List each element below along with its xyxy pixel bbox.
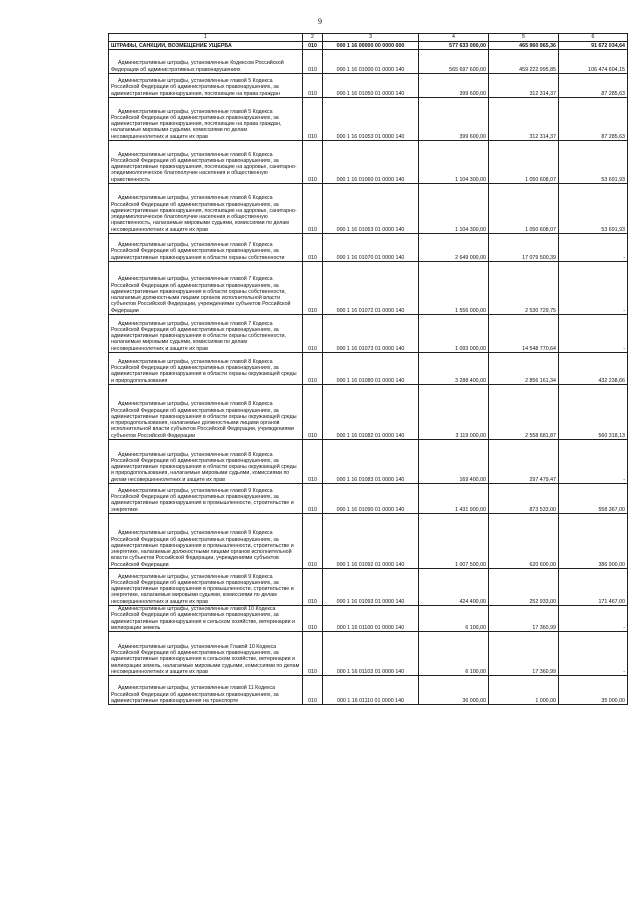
row-line-code-cell: 010 bbox=[308, 42, 317, 49]
header-cell: 4 bbox=[419, 34, 489, 42]
table-row bbox=[109, 484, 628, 514]
row-executed-cell: 1 000,00 bbox=[535, 697, 556, 704]
row-line-code-cell: 010 bbox=[308, 432, 317, 439]
row-executed-cell: 17 079 500,39 bbox=[522, 254, 556, 261]
row-approved-cell: 1 104 300,00 bbox=[455, 226, 486, 233]
row-approved-cell: 6 100,00 bbox=[465, 624, 486, 631]
row-unexecuted-cell: 106 474 604,15 bbox=[588, 66, 625, 73]
row-line-code-cell: 010 bbox=[308, 307, 317, 314]
row-executed-cell: 459 222 995,85 bbox=[519, 66, 556, 73]
table-row bbox=[109, 42, 628, 50]
row-line-code-cell: 010 bbox=[308, 377, 317, 384]
table-row bbox=[109, 141, 628, 184]
row-line-code-cell: 010 bbox=[308, 90, 317, 97]
row-executed-cell: 1 050 608,07 bbox=[525, 226, 556, 233]
row-executed-cell: 1 050 608,07 bbox=[525, 176, 556, 183]
row-unexecuted-cell: 91 672 034,64 bbox=[591, 42, 625, 49]
page-number: 9 bbox=[318, 17, 322, 26]
row-unexecuted-cell: 35 000,00 bbox=[601, 697, 625, 704]
row-executed-cell: 465 960 965,36 bbox=[519, 42, 556, 49]
row-executed-cell: 17 360,99 bbox=[532, 668, 556, 675]
header-cell: 2 bbox=[303, 34, 323, 42]
table-row bbox=[109, 676, 628, 705]
row-approved-cell: 1 104 300,00 bbox=[455, 176, 486, 183]
row-approved-cell: 1 431 900,00 bbox=[455, 506, 486, 513]
row-budget-code-cell: 000 1 16 01063 01 0000 140 bbox=[336, 226, 405, 233]
row-budget-code-cell: 000 1 16 01053 01 0000 140 bbox=[336, 133, 405, 140]
header-cell: 3 bbox=[323, 34, 419, 42]
row-executed-cell: 2 530 729,75 bbox=[525, 307, 556, 314]
table-row bbox=[109, 353, 628, 385]
row-executed-cell: 252 933,00 bbox=[529, 598, 556, 605]
row-executed-cell: 620 600,00 bbox=[529, 561, 556, 568]
row-budget-code-cell: 000 1 16 01073 01 0000 140 bbox=[336, 345, 405, 352]
row-budget-code-cell: 000 1 16 01110 01 0000 140 bbox=[337, 697, 404, 704]
table-row bbox=[109, 50, 628, 74]
row-executed-cell: 14 548 770,64 bbox=[522, 345, 556, 352]
row-budget-code-cell: 000 1 16 01100 01 0000 140 bbox=[336, 624, 405, 631]
row-name-cell: Административные штрафы, установленные Главой 10 Кодекса Российской Федерации об административных правонарушениях, за административные правонарушения в сельском хозяйстве, ветеринарии и мелиорации земель, налагаемые мировыми судьями, комиссиями по делам несовершеннолетних и защите их прав bbox=[111, 643, 300, 675]
row-line-code-cell: 010 bbox=[308, 624, 317, 631]
row-line-code-cell: 010 bbox=[308, 133, 317, 140]
header-cell: 1 bbox=[109, 34, 303, 42]
row-name-cell: Административные штрафы, установленные Кодексом Российской Федерации об административных правонарушениях bbox=[111, 60, 284, 73]
row-unexecuted-cell: 53 691,93 bbox=[601, 226, 625, 233]
row-name-cell: Административные штрафы, установленные главой 6 Кодекса Российской Федерации об административных правонарушениях, за административные правонарушения, посягающие на здоровье, санитарно-эпидемиологическое благополучие населения и общественную нравственность, налагаемые мировыми судьями, комиссиями по делам несовершеннолетних и защите их прав bbox=[111, 195, 297, 233]
table-row bbox=[109, 98, 628, 141]
row-line-code-cell: 010 bbox=[308, 254, 317, 261]
row-name-cell: Административные штрафы, установленные главой 7 Кодекса Российской Федерации об административных правонарушениях, за административные правонарушения в области охраны собственности bbox=[111, 242, 285, 261]
row-approved-cell: 36 000,00 bbox=[462, 697, 486, 704]
row-approved-cell: 565 697 600,00 bbox=[449, 66, 486, 73]
table-row bbox=[109, 315, 628, 353]
row-name-cell: Административные штрафы, установленные главой 7 Кодекса Российской Федерации об административных правонарушениях, за административные правонарушения в области охраны собственности, налагаемые должностными лицами органов исполнительной власти субъектов Российской Федерации, учреждениями субъектов Российской Федерации bbox=[111, 276, 291, 314]
row-budget-code-cell: 000 1 16 01090 01 0000 140 bbox=[336, 506, 405, 513]
row-approved-cell: 399 600,00 bbox=[459, 90, 486, 97]
row-unexecuted-cell: - bbox=[623, 624, 625, 631]
row-budget-code-cell: 000 1 16 01072 01 0000 140 bbox=[336, 307, 405, 314]
row-unexecuted-cell: 386 900,00 bbox=[598, 561, 625, 568]
row-approved-cell: 1 093 000,00 bbox=[455, 345, 486, 352]
table-row bbox=[109, 606, 628, 632]
row-approved-cell: 6 100,00 bbox=[465, 668, 486, 675]
row-name-cell: Административные штрафы, установленные главой 9 Кодекса Российской Федерации об административных правонарушениях, за административные правонарушения в промышленности, строительстве и энергетике, налагаемые мировыми судьями, комиссиями по делам несовершеннолетних и защите их прав bbox=[111, 573, 294, 605]
table-row bbox=[109, 440, 628, 484]
row-unexecuted-cell: 171 467,00 bbox=[598, 598, 625, 605]
row-name-cell: Административные штрафы, установленные главой 7 Кодекса Российской Федерации об административных правонарушениях, за административные правонарушения в области охраны собственности, налагаемые мировыми судьями, комиссиями по делам несовершеннолетних и защите их прав bbox=[111, 320, 286, 352]
row-budget-code-cell: 000 1 16 01083 01 0000 140 bbox=[336, 476, 405, 483]
row-unexecuted-cell: - bbox=[623, 668, 625, 675]
row-line-code-cell: 010 bbox=[308, 506, 317, 513]
row-approved-cell: 1 556 000,00 bbox=[455, 307, 486, 314]
row-name-cell: Административные штрафы, установленные главой 8 Кодекса Российской Федерации об административных правонарушениях, за административные правонарушения в области охраны окружающей среды и природопользования, налагаемые мировыми судьями, комиссиями по делам несовершеннолетних и защите их прав bbox=[111, 451, 297, 483]
row-executed-cell: 312 314,37 bbox=[529, 133, 556, 140]
table-row bbox=[109, 184, 628, 234]
row-approved-cell: 3 288 400,00 bbox=[455, 377, 486, 384]
row-name-cell: Административные штрафы, установленные главой 6 Кодекса Российской Федерации об административных правонарушениях, за административные правонарушения, посягающие на здоровье, санитарно-эпидемиологическое благополучие населения и общественную нравственность bbox=[111, 151, 297, 183]
row-unexecuted-cell: - bbox=[623, 345, 625, 352]
row-name-cell: Административные штрафы, установленные главой 8 Кодекса Российской Федерации об административных правонарушениях, за административные правонарушения в области охраны окружающей среды и природопользования, налагаемые должностными лицами органов исполнительной власти субъектов Российской Федерации, учреждениями субъектов Российской Федерации bbox=[111, 401, 297, 439]
table-row bbox=[109, 385, 628, 440]
row-line-code-cell: 010 bbox=[308, 66, 317, 73]
table-row bbox=[109, 262, 628, 315]
row-approved-cell: 577 633 000,00 bbox=[449, 42, 486, 49]
row-unexecuted-cell: 560 318,13 bbox=[598, 432, 625, 439]
row-executed-cell: 2 558 681,87 bbox=[525, 432, 556, 439]
header-cell: 6 bbox=[559, 34, 628, 42]
row-executed-cell: 17 360,99 bbox=[532, 624, 556, 631]
row-line-code-cell: 010 bbox=[308, 598, 317, 605]
row-line-code-cell: 010 bbox=[308, 176, 317, 183]
row-unexecuted-cell: 87 285,63 bbox=[601, 90, 625, 97]
row-name-cell: Административные штрафы, установленные главой 5 Кодекса Российской Федерации об административных правонарушениях, за административные правонарушения, посягающие на права граждан, налагаемые мировыми судьями, комиссиями по делам несовершеннолетних и защите их прав bbox=[111, 108, 282, 140]
row-unexecuted-cell: - bbox=[623, 307, 625, 314]
row-budget-code-cell: 000 1 16 01092 01 0000 140 bbox=[336, 561, 405, 568]
table-row bbox=[109, 632, 628, 676]
row-approved-cell: 1 007 500,00 bbox=[455, 561, 486, 568]
row-name-cell: Административные штрафы, установленные главой 9 Кодекса Российской Федерации об административных правонарушениях, за административные правонарушения в промышленности, строительстве и энергетике, налагаемые должностными лицами органов исполнительной власти субъектов Российской Федерации, учреждениями субъектов Российской Федерации bbox=[111, 530, 294, 568]
row-line-code-cell: 010 bbox=[308, 668, 317, 675]
row-budget-code-cell: 000 1 16 01103 01 0000 140 bbox=[336, 668, 405, 675]
row-name-cell: Административные штрафы, установленные главой 9 Кодекса Российской Федерации об административных правонарушениях, за административные правонарушения в промышленности, строительстве и энергетике bbox=[111, 487, 294, 513]
table-header-row bbox=[109, 34, 628, 42]
row-line-code-cell: 010 bbox=[308, 697, 317, 704]
row-executed-cell: 297 479,47 bbox=[529, 476, 556, 483]
row-executed-cell: 2 856 161,34 bbox=[525, 377, 556, 384]
row-approved-cell: 3 119 000,00 bbox=[455, 432, 486, 439]
row-unexecuted-cell: 558 367,00 bbox=[598, 506, 625, 513]
table-row bbox=[109, 569, 628, 606]
row-budget-code-cell: 000 1 16 00000 00 0000 000 bbox=[336, 42, 405, 49]
row-name-cell: Административные штрафы, установленные главой 8 Кодекса Российской Федерации об административных правонарушениях, за административные правонарушения в области охраны окружающей среды и природопользования bbox=[111, 358, 297, 384]
revenue-table bbox=[108, 33, 628, 705]
row-name-cell: ШТРАФЫ, САНКЦИИ, ВОЗМЕЩЕНИЕ УЩЕРБА bbox=[111, 42, 232, 49]
row-approved-cell: 424 400,00 bbox=[459, 598, 486, 605]
row-unexecuted-cell: 53 691,93 bbox=[601, 176, 625, 183]
row-unexecuted-cell: - bbox=[623, 254, 625, 261]
row-name-cell: Административные штрафы, установленные главой 5 Кодекса Российской Федерации об административных правонарушениях, за административные правонарушения, посягающие на права граждан bbox=[111, 78, 280, 97]
row-executed-cell: 312 314,37 bbox=[529, 90, 556, 97]
row-approved-cell: 2 649 000,00 bbox=[455, 254, 486, 261]
row-budget-code-cell: 000 1 16 01000 01 0000 140 bbox=[336, 66, 405, 73]
header-cell: 5 bbox=[489, 34, 559, 42]
row-approved-cell: 169 400,00 bbox=[459, 476, 486, 483]
table-row bbox=[109, 234, 628, 262]
row-budget-code-cell: 000 1 16 01050 01 0000 140 bbox=[336, 90, 405, 97]
row-unexecuted-cell: - bbox=[623, 476, 625, 483]
row-approved-cell: 399 600,00 bbox=[459, 133, 486, 140]
row-budget-code-cell: 000 1 16 01093 01 0000 140 bbox=[336, 598, 405, 605]
row-line-code-cell: 010 bbox=[308, 345, 317, 352]
row-line-code-cell: 010 bbox=[308, 226, 317, 233]
row-name-cell: Административные штрафы, установленные главой 11 Кодекса Российской Федерации об административных правонарушениях, за административные правонарушения на транспорте bbox=[111, 685, 279, 704]
row-budget-code-cell: 000 1 16 01082 01 0000 140 bbox=[336, 432, 405, 439]
row-budget-code-cell: 000 1 16 01080 01 0000 140 bbox=[336, 377, 405, 384]
row-budget-code-cell: 000 1 16 01070 01 0000 140 bbox=[336, 254, 405, 261]
row-executed-cell: 873 533,00 bbox=[529, 506, 556, 513]
row-name-cell: Административные штрафы, установленные главой 10 Кодекса Российской Федерации об административных правонарушениях, за административные правонарушения в сельском хозяйстве, ветеринарии и мелиорации земель bbox=[111, 606, 295, 631]
table-row bbox=[109, 514, 628, 569]
table-row bbox=[109, 74, 628, 98]
row-line-code-cell: 010 bbox=[308, 476, 317, 483]
row-line-code-cell: 010 bbox=[308, 561, 317, 568]
row-unexecuted-cell: 87 285,63 bbox=[601, 133, 625, 140]
row-budget-code-cell: 000 1 16 01060 01 0000 140 bbox=[336, 176, 405, 183]
row-unexecuted-cell: 432 238,66 bbox=[598, 377, 625, 384]
